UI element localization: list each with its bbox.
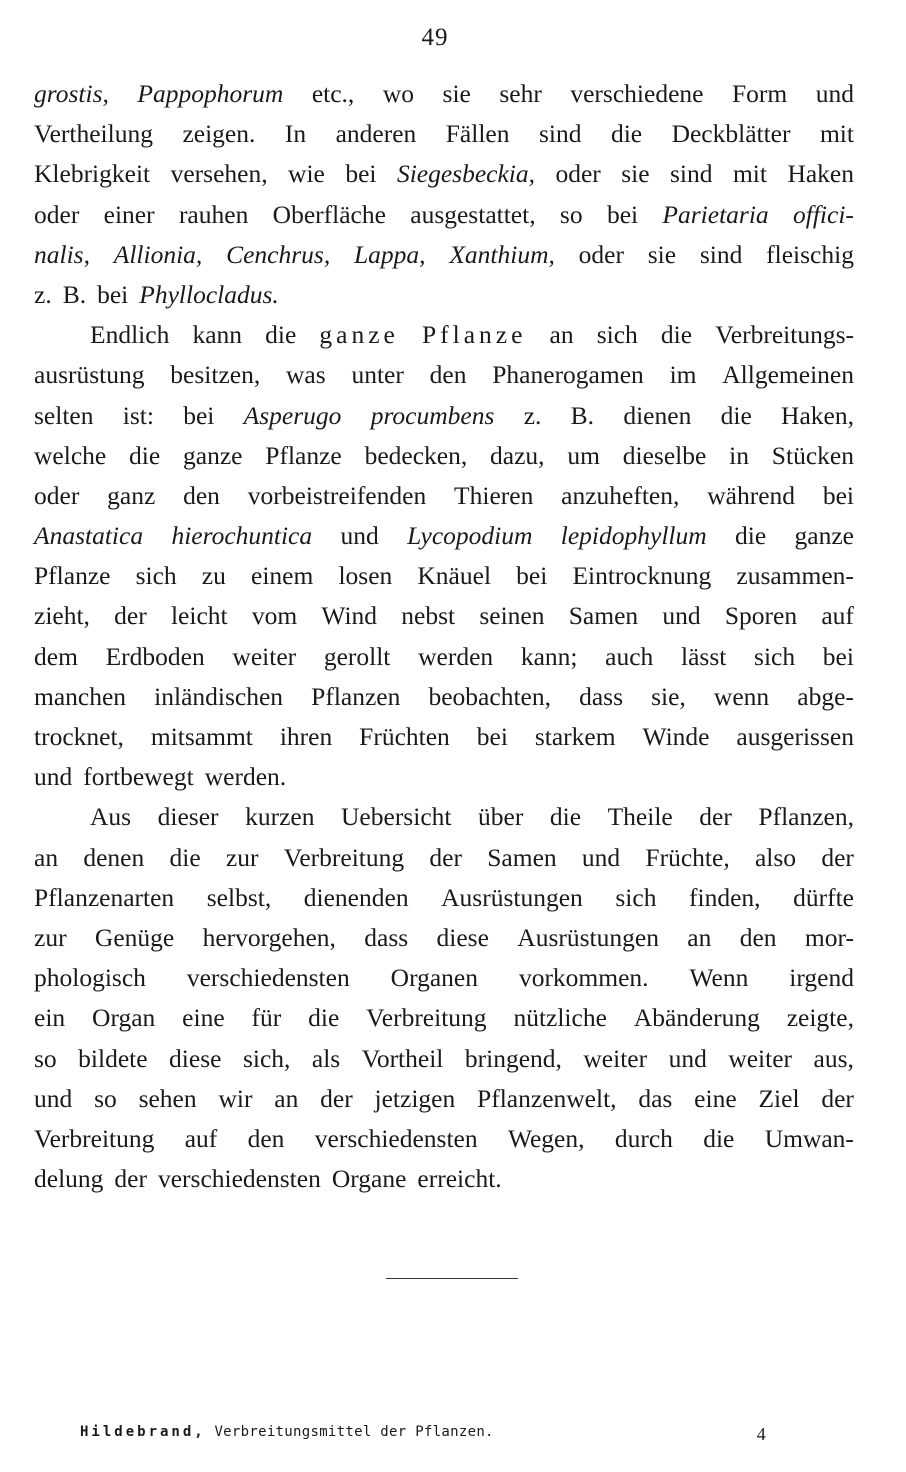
word: Thieren xyxy=(454,480,534,510)
word: bei xyxy=(345,159,377,189)
word: rauhen xyxy=(178,199,249,229)
text-line xyxy=(34,1119,854,1159)
word: sie xyxy=(442,79,471,108)
word: Phanerogamen xyxy=(492,360,644,390)
word: sie, xyxy=(651,681,686,711)
word: so xyxy=(94,1083,117,1113)
text-line xyxy=(34,918,854,958)
word: oder xyxy=(555,159,601,189)
word: erreicht. xyxy=(417,1164,502,1194)
word: dieselbe xyxy=(622,440,707,470)
word: Fällen xyxy=(445,119,510,149)
word: der xyxy=(699,802,732,832)
body-text xyxy=(34,74,854,1199)
word: dürfte xyxy=(793,882,854,912)
word: der xyxy=(114,1164,147,1194)
word: Pappophorum xyxy=(137,79,284,108)
word: sehen xyxy=(138,1083,197,1113)
word: zeigte, xyxy=(786,1003,854,1033)
word: losen xyxy=(338,561,393,591)
word: Allionia, xyxy=(113,239,203,269)
word: sehr xyxy=(499,79,542,108)
word: ganz xyxy=(107,480,156,510)
word: Umwan- xyxy=(764,1123,854,1153)
word: den xyxy=(739,922,777,952)
word: bildete xyxy=(78,1043,148,1073)
word: werden xyxy=(418,641,494,671)
word: wenn xyxy=(713,681,770,711)
word: an xyxy=(34,842,59,872)
word: in xyxy=(729,440,749,470)
section-divider xyxy=(386,1278,518,1279)
word: sie xyxy=(647,239,677,269)
word: ausgestattet, xyxy=(410,199,536,229)
word: abge- xyxy=(797,681,854,711)
word: Xanthium, xyxy=(449,239,555,269)
word: bei xyxy=(606,199,639,229)
word: Vertheilung xyxy=(34,119,153,149)
word: und xyxy=(668,1043,707,1073)
word: offici- xyxy=(793,199,854,229)
word: z. xyxy=(34,279,52,309)
word: grostis, xyxy=(34,79,109,108)
word: Pflanze xyxy=(265,440,342,470)
text-line xyxy=(34,275,854,315)
word: verschiedensten xyxy=(157,1164,321,1194)
word: so xyxy=(559,199,583,229)
text-line xyxy=(34,195,854,235)
word: nalis, xyxy=(34,239,90,269)
text-line xyxy=(34,74,854,114)
word: oder xyxy=(34,480,80,510)
word: auf xyxy=(821,601,854,631)
word: sind xyxy=(538,119,582,149)
text-line xyxy=(34,235,854,275)
word: kann; xyxy=(520,641,578,671)
word: was xyxy=(286,360,326,390)
word: Parietaria xyxy=(662,199,769,229)
word: Deckblätter xyxy=(671,119,791,149)
text-line xyxy=(34,677,854,717)
word: Abänderung xyxy=(633,1003,760,1033)
footer-author: Hildebrand, xyxy=(80,1424,206,1440)
word: die xyxy=(308,1003,340,1033)
word: zeigen. xyxy=(182,119,256,149)
text-line xyxy=(34,757,854,797)
word: und xyxy=(581,842,621,872)
word: ausgerissen xyxy=(736,722,854,751)
word: bedecken, xyxy=(364,440,468,470)
word: diese xyxy=(169,1043,222,1073)
word: zur xyxy=(34,922,67,952)
word: anderen xyxy=(335,119,417,149)
word: Eintrocknung xyxy=(572,561,712,591)
word: an xyxy=(687,922,712,952)
word: an xyxy=(549,320,574,350)
word: dass xyxy=(579,681,623,711)
word: vom xyxy=(251,601,298,631)
word: phologisch xyxy=(34,963,146,993)
word: an xyxy=(274,1083,299,1113)
word: kurzen xyxy=(245,802,315,832)
word: Endlich xyxy=(90,320,170,350)
footer-sheet-number: 4 xyxy=(756,1424,766,1444)
paragraph xyxy=(34,315,854,797)
word: manchen xyxy=(34,681,127,711)
word: zieht, xyxy=(34,601,90,631)
word: Wind xyxy=(321,601,378,631)
text-line xyxy=(34,556,854,596)
word: sind xyxy=(699,239,743,269)
text-line xyxy=(34,1079,854,1119)
word: diese xyxy=(436,922,489,952)
word: weiter xyxy=(728,1043,793,1073)
word: dienenden xyxy=(303,882,409,912)
word: Knäuel xyxy=(417,561,492,591)
word: Verbreitung xyxy=(366,1003,487,1033)
word: einem xyxy=(251,561,314,591)
word: während xyxy=(707,480,796,510)
word: oder xyxy=(34,199,80,229)
word: so xyxy=(34,1043,57,1073)
word: Pflanze xyxy=(34,561,111,591)
word: im xyxy=(669,360,697,390)
word: verschiedensten xyxy=(186,963,350,993)
word: der xyxy=(429,842,462,872)
word: der xyxy=(821,1083,854,1113)
word: Oberfläche xyxy=(272,199,386,229)
word: delung xyxy=(34,1164,104,1194)
word: den xyxy=(429,360,467,390)
word: über xyxy=(478,802,524,832)
word: der xyxy=(320,1083,353,1113)
word: Pflanzenwelt, xyxy=(477,1083,617,1113)
word: Früchten xyxy=(359,722,450,751)
word: die xyxy=(169,842,201,872)
word: der xyxy=(114,601,147,631)
word: auf xyxy=(184,1123,218,1153)
word: bei xyxy=(476,722,508,751)
footer-left xyxy=(80,1424,494,1445)
word: einer xyxy=(103,199,155,229)
word: und xyxy=(662,601,701,631)
word: Lycopodium xyxy=(407,521,533,551)
word: ihren xyxy=(279,722,333,751)
word: bei xyxy=(822,480,854,510)
word: wo xyxy=(382,79,414,108)
word: hierochuntica xyxy=(171,521,313,551)
word: lepidophyllum xyxy=(560,521,707,551)
word: Phyllocladus. xyxy=(139,279,279,309)
word: ist: xyxy=(122,400,154,430)
text-line xyxy=(34,516,854,556)
word: bei xyxy=(822,641,854,671)
word: nebst xyxy=(401,601,456,631)
word: bringend, xyxy=(464,1043,562,1073)
word: inländischen xyxy=(154,681,284,711)
word: zusammen- xyxy=(736,561,854,591)
word: z. xyxy=(523,400,542,430)
word: vorkommen. xyxy=(518,963,649,993)
word: der xyxy=(821,842,854,872)
word: Vortheil xyxy=(361,1043,444,1073)
word: Früchte, xyxy=(645,842,730,872)
word: Anastatica xyxy=(34,521,144,551)
word: beobachten, xyxy=(428,681,551,711)
word: eine xyxy=(694,1083,737,1113)
word: mitsammt xyxy=(150,722,253,751)
word: welche xyxy=(34,440,107,470)
word: Genüge xyxy=(94,922,175,952)
word: dem xyxy=(34,641,78,671)
word: Organen xyxy=(390,963,478,993)
word: ausrüstung xyxy=(34,360,145,390)
word: die xyxy=(265,320,297,350)
word: weiter xyxy=(583,1043,648,1073)
footer-title: Verbreitungsmittel der Pflanzen. xyxy=(214,1424,494,1440)
word: ganze xyxy=(319,320,399,350)
word: Pflanzen xyxy=(311,681,401,711)
word: fleischig xyxy=(766,239,854,269)
text-line xyxy=(34,958,854,998)
word: Aus xyxy=(90,802,132,832)
word: dass xyxy=(364,922,409,952)
text-line xyxy=(34,396,854,436)
word: um xyxy=(567,440,600,470)
word: sind xyxy=(670,159,713,189)
word: sich xyxy=(135,561,177,591)
word: Cenchrus, xyxy=(226,239,331,269)
word: für xyxy=(251,1003,282,1033)
word: zur xyxy=(225,842,259,872)
word: eine xyxy=(182,1003,225,1033)
word: sich xyxy=(596,320,638,350)
word: anzuheften, xyxy=(561,480,680,510)
word: durch xyxy=(614,1123,673,1153)
text-line xyxy=(34,436,854,476)
word: B. xyxy=(62,279,87,309)
word: Pflanzenarten xyxy=(34,882,175,912)
word: Stücken xyxy=(771,440,854,470)
word: bei xyxy=(97,279,129,309)
word: Wegen, xyxy=(507,1123,585,1153)
word: Haken, xyxy=(781,400,854,430)
word: das xyxy=(638,1083,673,1113)
word: irgend xyxy=(789,963,854,993)
word: mit xyxy=(819,119,854,149)
word: unter xyxy=(351,360,404,390)
word: werden. xyxy=(204,762,287,792)
word: Winde xyxy=(642,722,710,751)
word: lässt xyxy=(681,641,727,671)
word: B. xyxy=(570,400,595,430)
word: Theile xyxy=(607,802,673,832)
word: Form xyxy=(731,79,788,108)
word: Wenn xyxy=(689,963,749,993)
word: sich xyxy=(754,641,796,671)
word: den xyxy=(247,1123,285,1153)
word: und xyxy=(34,1083,73,1113)
text-line xyxy=(34,998,854,1038)
word: ein xyxy=(34,1003,66,1033)
word: dienen xyxy=(623,400,692,430)
word: Haken xyxy=(787,159,854,189)
word: die xyxy=(660,320,693,350)
word: die xyxy=(703,1123,735,1153)
word: wir xyxy=(218,1083,253,1113)
word: kann xyxy=(192,320,243,350)
paragraph xyxy=(34,74,854,315)
word: Samen xyxy=(568,601,639,631)
word: hervorgehen, xyxy=(202,922,336,952)
word: die xyxy=(129,440,161,470)
word: selbst, xyxy=(206,882,272,912)
text-line xyxy=(34,476,854,516)
text-line xyxy=(34,154,854,194)
word: sie xyxy=(621,159,650,189)
text-line xyxy=(34,1159,854,1199)
word: Ausrüstungen xyxy=(517,922,659,952)
word: seinen xyxy=(479,601,545,631)
text-line xyxy=(34,838,854,878)
word: Verbreitung xyxy=(283,842,405,872)
word: verschiedensten xyxy=(314,1123,478,1153)
word: die xyxy=(735,521,767,551)
word: sich xyxy=(615,882,657,912)
word: denen xyxy=(83,842,145,872)
word: gerollt xyxy=(323,641,391,671)
word: ganze xyxy=(794,521,854,551)
word: bei xyxy=(516,561,548,591)
word: mit xyxy=(732,159,767,189)
word: selten xyxy=(34,400,94,430)
word: als xyxy=(311,1043,341,1073)
word: trocknet, xyxy=(34,722,124,751)
text-line xyxy=(34,717,854,757)
word: Siegesbeckia, xyxy=(396,159,535,189)
word: Pflanze xyxy=(421,320,527,350)
page-number: 49 xyxy=(421,24,449,51)
word: etc., xyxy=(311,79,355,108)
word: dieser xyxy=(157,802,219,832)
word: auch xyxy=(605,641,654,671)
text-line xyxy=(34,637,854,677)
word: ganze xyxy=(183,440,243,470)
word: aus, xyxy=(813,1043,854,1073)
word: Allgemeinen xyxy=(722,360,854,390)
word: In xyxy=(284,119,307,149)
text-line xyxy=(34,878,854,918)
text-line xyxy=(34,315,854,355)
word: Verbreitung xyxy=(34,1123,155,1153)
word: Ziel xyxy=(758,1083,800,1113)
word: procumbens xyxy=(370,400,495,430)
page-footer xyxy=(80,1424,766,1445)
word: Lappa, xyxy=(353,239,426,269)
paragraph xyxy=(34,797,854,1199)
text-line xyxy=(34,797,854,837)
word: die xyxy=(610,119,643,149)
word: besitzen, xyxy=(170,360,261,390)
word: bei xyxy=(183,400,215,430)
word: und xyxy=(34,762,73,792)
word: und xyxy=(340,521,379,551)
word: Erdboden xyxy=(105,641,205,671)
word: leicht xyxy=(170,601,228,631)
word: starkem xyxy=(534,722,616,751)
word: nützliche xyxy=(513,1003,607,1033)
word: Asperugo xyxy=(243,400,342,430)
word: zu xyxy=(201,561,226,591)
word: vorbeistreifenden xyxy=(247,480,427,510)
word: Organ xyxy=(92,1003,156,1033)
word: mor- xyxy=(804,922,854,952)
word: dazu, xyxy=(490,440,545,470)
word: versehen, xyxy=(170,159,268,189)
word: weiter xyxy=(232,641,297,671)
text-line xyxy=(34,596,854,636)
word: Samen xyxy=(487,842,557,872)
word: Ausrüstungen xyxy=(441,882,583,912)
word: und xyxy=(815,79,854,108)
text-line xyxy=(34,114,854,154)
word: also xyxy=(754,842,797,872)
word: die xyxy=(720,400,752,430)
word: fortbewegt xyxy=(83,762,194,792)
text-line xyxy=(34,1039,854,1079)
word: Klebrigkeit xyxy=(34,159,151,189)
word: verschiedene xyxy=(570,79,704,108)
word: die xyxy=(549,802,582,832)
word: Organe xyxy=(331,1164,407,1194)
word: wie xyxy=(288,159,325,189)
word: sich, xyxy=(242,1043,291,1073)
word: oder xyxy=(578,239,624,269)
word: Verbreitungs- xyxy=(715,320,854,350)
word: jetzigen xyxy=(374,1083,456,1113)
word: finden, xyxy=(689,882,761,912)
text-line xyxy=(34,355,854,395)
word: den xyxy=(183,480,220,510)
word: Pflanzen, xyxy=(758,802,854,832)
word: Sporen xyxy=(724,601,798,631)
word: Uebersicht xyxy=(341,802,452,832)
